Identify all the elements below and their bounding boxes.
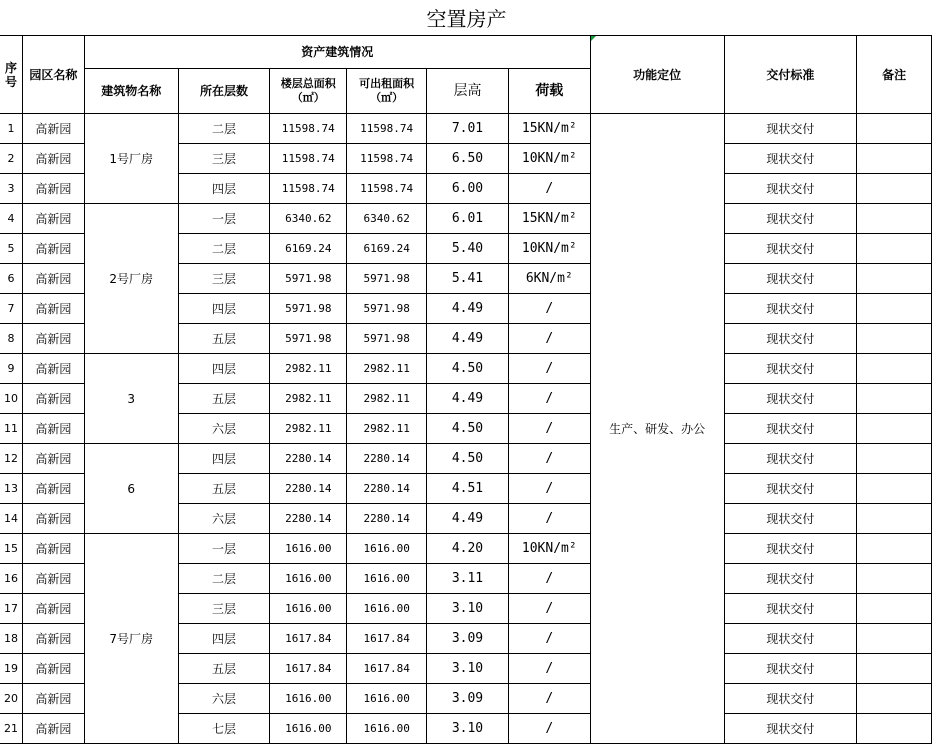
rentable-area-cell: 6169.24 <box>347 234 427 264</box>
load-cell: / <box>508 654 590 684</box>
rentable-area-cell: 11598.74 <box>347 114 427 144</box>
rentable-area-cell: 2280.14 <box>347 474 427 504</box>
total-area-cell: 1616.00 <box>270 714 347 744</box>
park-cell: 高新园 <box>22 444 84 474</box>
total-area-cell: 11598.74 <box>270 114 347 144</box>
remarks-cell <box>857 144 932 174</box>
load-cell: / <box>508 294 590 324</box>
total-area-cell: 5971.98 <box>270 294 347 324</box>
rentable-area-cell: 1617.84 <box>347 624 427 654</box>
height-cell: 3.10 <box>427 714 509 744</box>
seq-cell: 16 <box>0 564 22 594</box>
building-name-cell: 2号厂房 <box>84 204 178 354</box>
park-cell: 高新园 <box>22 294 84 324</box>
load-cell: / <box>508 324 590 354</box>
height-cell: 4.50 <box>427 414 509 444</box>
park-cell: 高新园 <box>22 384 84 414</box>
rentable-area-cell: 2280.14 <box>347 444 427 474</box>
total-area-cell: 2280.14 <box>270 474 347 504</box>
height-cell: 4.50 <box>427 444 509 474</box>
seq-cell: 13 <box>0 474 22 504</box>
building-name-cell: 6 <box>84 444 178 534</box>
delivery-cell: 现状交付 <box>724 624 857 654</box>
table-row <box>0 204 932 234</box>
floor-cell: 三层 <box>178 264 270 294</box>
remarks-cell <box>857 234 932 264</box>
header-height: 层高 <box>427 69 509 114</box>
remarks-cell <box>857 474 932 504</box>
total-area-cell: 1616.00 <box>270 684 347 714</box>
floor-cell: 五层 <box>178 654 270 684</box>
delivery-cell: 现状交付 <box>724 414 857 444</box>
load-cell: 10KN/m² <box>508 234 590 264</box>
seq-cell: 7 <box>0 294 22 324</box>
header-building: 建筑物名称 <box>84 69 178 114</box>
remarks-cell <box>857 624 932 654</box>
header-park: 园区名称 <box>22 36 84 114</box>
park-cell: 高新园 <box>22 234 84 264</box>
height-cell: 3.11 <box>427 564 509 594</box>
floor-cell: 四层 <box>178 294 270 324</box>
remarks-cell <box>857 174 932 204</box>
header-seq: 序号 <box>0 36 22 114</box>
seq-cell: 3 <box>0 174 22 204</box>
height-cell: 6.01 <box>427 204 509 234</box>
building-name-cell: 1号厂房 <box>84 114 178 204</box>
floor-cell: 四层 <box>178 444 270 474</box>
load-cell: 15KN/m² <box>508 114 590 144</box>
floor-cell: 四层 <box>178 354 270 384</box>
height-cell: 6.50 <box>427 144 509 174</box>
total-area-cell: 5971.98 <box>270 264 347 294</box>
delivery-cell: 现状交付 <box>724 234 857 264</box>
park-cell: 高新园 <box>22 264 84 294</box>
header-function: 功能定位 <box>590 36 724 114</box>
park-cell: 高新园 <box>22 534 84 564</box>
total-area-cell: 2280.14 <box>270 444 347 474</box>
header-rentable-area: 可出租面积（㎡） <box>347 69 427 114</box>
load-cell: / <box>508 594 590 624</box>
load-cell: / <box>508 684 590 714</box>
seq-cell: 18 <box>0 624 22 654</box>
rentable-area-cell: 2982.11 <box>347 414 427 444</box>
height-cell: 4.49 <box>427 504 509 534</box>
delivery-cell: 现状交付 <box>724 264 857 294</box>
header-remarks: 备注 <box>857 36 932 114</box>
seq-cell: 8 <box>0 324 22 354</box>
delivery-cell: 现状交付 <box>724 174 857 204</box>
header-asset-group: 资产建筑情况 <box>84 36 590 69</box>
rentable-area-cell: 5971.98 <box>347 294 427 324</box>
remarks-cell <box>857 294 932 324</box>
seq-cell: 12 <box>0 444 22 474</box>
load-cell: / <box>508 624 590 654</box>
park-cell: 高新园 <box>22 594 84 624</box>
header-delivery: 交付标准 <box>724 36 857 114</box>
remarks-cell <box>857 504 932 534</box>
rentable-area-cell: 5971.98 <box>347 264 427 294</box>
remarks-cell <box>857 114 932 144</box>
park-cell: 高新园 <box>22 624 84 654</box>
rentable-area-cell: 11598.74 <box>347 174 427 204</box>
rentable-area-cell: 2280.14 <box>347 504 427 534</box>
seq-cell: 19 <box>0 654 22 684</box>
total-area-cell: 2982.11 <box>270 414 347 444</box>
delivery-cell: 现状交付 <box>724 444 857 474</box>
load-cell: 15KN/m² <box>508 204 590 234</box>
table-row <box>0 354 932 384</box>
floor-cell: 一层 <box>178 534 270 564</box>
floor-cell: 五层 <box>178 384 270 414</box>
remarks-cell <box>857 444 932 474</box>
remarks-cell <box>857 414 932 444</box>
rentable-area-cell: 5971.98 <box>347 324 427 354</box>
remarks-cell <box>857 324 932 354</box>
remarks-cell <box>857 264 932 294</box>
total-area-cell: 11598.74 <box>270 144 347 174</box>
height-cell: 5.41 <box>427 264 509 294</box>
height-cell: 3.10 <box>427 594 509 624</box>
total-area-cell: 1616.00 <box>270 564 347 594</box>
seq-cell: 21 <box>0 714 22 744</box>
delivery-cell: 现状交付 <box>724 654 857 684</box>
remarks-cell <box>857 594 932 624</box>
floor-cell: 一层 <box>178 204 270 234</box>
floor-cell: 五层 <box>178 324 270 354</box>
total-area-cell: 2982.11 <box>270 354 347 384</box>
delivery-cell: 现状交付 <box>724 204 857 234</box>
remarks-cell <box>857 204 932 234</box>
park-cell: 高新园 <box>22 564 84 594</box>
seq-cell: 6 <box>0 264 22 294</box>
total-area-cell: 1616.00 <box>270 594 347 624</box>
sheet-title: 空置房产 <box>426 7 507 31</box>
floor-cell: 五层 <box>178 474 270 504</box>
delivery-cell: 现状交付 <box>724 474 857 504</box>
height-cell: 4.20 <box>427 534 509 564</box>
height-cell: 7.01 <box>427 114 509 144</box>
load-cell: 6KN/m² <box>508 264 590 294</box>
seq-cell: 4 <box>0 204 22 234</box>
remarks-cell <box>857 354 932 384</box>
vacant-property-table <box>0 35 932 744</box>
height-cell: 5.40 <box>427 234 509 264</box>
seq-cell: 2 <box>0 144 22 174</box>
seq-cell: 20 <box>0 684 22 714</box>
height-cell: 4.49 <box>427 294 509 324</box>
load-cell: / <box>508 354 590 384</box>
load-cell: / <box>508 414 590 444</box>
rentable-area-cell: 6340.62 <box>347 204 427 234</box>
height-cell: 3.09 <box>427 624 509 654</box>
remarks-cell <box>857 384 932 414</box>
delivery-cell: 现状交付 <box>724 534 857 564</box>
total-area-cell: 2280.14 <box>270 504 347 534</box>
rentable-area-cell: 1616.00 <box>347 594 427 624</box>
floor-cell: 六层 <box>178 414 270 444</box>
total-area-cell: 11598.74 <box>270 174 347 204</box>
rentable-area-cell: 2982.11 <box>347 384 427 414</box>
delivery-cell: 现状交付 <box>724 504 857 534</box>
floor-cell: 六层 <box>178 504 270 534</box>
rentable-area-cell: 1617.84 <box>347 654 427 684</box>
delivery-cell: 现状交付 <box>724 384 857 414</box>
height-cell: 3.10 <box>427 654 509 684</box>
rentable-area-cell: 1616.00 <box>347 564 427 594</box>
park-cell: 高新园 <box>22 354 84 384</box>
park-cell: 高新园 <box>22 414 84 444</box>
load-cell: / <box>508 564 590 594</box>
rentable-area-cell: 1616.00 <box>347 684 427 714</box>
floor-cell: 二层 <box>178 564 270 594</box>
seq-cell: 11 <box>0 414 22 444</box>
load-cell: / <box>508 444 590 474</box>
seq-cell: 1 <box>0 114 22 144</box>
load-cell: / <box>508 174 590 204</box>
height-cell: 4.49 <box>427 384 509 414</box>
total-area-cell: 6340.62 <box>270 204 347 234</box>
delivery-cell: 现状交付 <box>724 144 857 174</box>
load-cell: 10KN/m² <box>508 534 590 564</box>
floor-cell: 二层 <box>178 234 270 264</box>
remarks-cell <box>857 564 932 594</box>
total-area-cell: 6169.24 <box>270 234 347 264</box>
table-row <box>0 114 932 144</box>
rentable-area-cell: 11598.74 <box>347 144 427 174</box>
rentable-area-cell: 1616.00 <box>347 714 427 744</box>
load-cell: / <box>508 714 590 744</box>
load-cell: / <box>508 384 590 414</box>
total-area-cell: 5971.98 <box>270 324 347 354</box>
rentable-area-cell: 1616.00 <box>347 534 427 564</box>
height-cell: 3.09 <box>427 684 509 714</box>
height-cell: 4.50 <box>427 354 509 384</box>
total-area-cell: 1617.84 <box>270 654 347 684</box>
remarks-cell <box>857 534 932 564</box>
table-row <box>0 444 932 474</box>
building-name-cell: 7号厂房 <box>84 534 178 744</box>
park-cell: 高新园 <box>22 474 84 504</box>
delivery-cell: 现状交付 <box>724 294 857 324</box>
seq-cell: 14 <box>0 504 22 534</box>
table-row <box>0 534 932 564</box>
park-cell: 高新园 <box>22 684 84 714</box>
seq-cell: 15 <box>0 534 22 564</box>
park-cell: 高新园 <box>22 114 84 144</box>
rentable-area-cell: 2982.11 <box>347 354 427 384</box>
delivery-cell: 现状交付 <box>724 594 857 624</box>
height-cell: 6.00 <box>427 174 509 204</box>
load-cell: / <box>508 474 590 504</box>
remarks-cell <box>857 684 932 714</box>
remarks-cell <box>857 714 932 744</box>
delivery-cell: 现状交付 <box>724 324 857 354</box>
delivery-cell: 现状交付 <box>724 684 857 714</box>
floor-cell: 七层 <box>178 714 270 744</box>
park-cell: 高新园 <box>22 204 84 234</box>
floor-cell: 四层 <box>178 624 270 654</box>
park-cell: 高新园 <box>22 714 84 744</box>
park-cell: 高新园 <box>22 144 84 174</box>
header-load: 荷载 <box>508 69 590 114</box>
park-cell: 高新园 <box>22 174 84 204</box>
floor-cell: 四层 <box>178 174 270 204</box>
floor-cell: 六层 <box>178 684 270 714</box>
total-area-cell: 1617.84 <box>270 624 347 654</box>
park-cell: 高新园 <box>22 504 84 534</box>
delivery-cell: 现状交付 <box>724 354 857 384</box>
building-name-cell: 3 <box>84 354 178 444</box>
remarks-cell <box>857 654 932 684</box>
total-area-cell: 2982.11 <box>270 384 347 414</box>
seq-cell: 5 <box>0 234 22 264</box>
header-total-area: 楼层总面积（㎡） <box>270 69 347 114</box>
total-area-cell: 1616.00 <box>270 534 347 564</box>
floor-cell: 二层 <box>178 114 270 144</box>
height-cell: 4.51 <box>427 474 509 504</box>
header-floor: 所在层数 <box>178 69 270 114</box>
seq-cell: 17 <box>0 594 22 624</box>
park-cell: 高新园 <box>22 654 84 684</box>
load-cell: / <box>508 504 590 534</box>
floor-cell: 三层 <box>178 144 270 174</box>
seq-cell: 10 <box>0 384 22 414</box>
delivery-cell: 现状交付 <box>724 714 857 744</box>
height-cell: 4.49 <box>427 324 509 354</box>
load-cell: 10KN/m² <box>508 144 590 174</box>
floor-cell: 三层 <box>178 594 270 624</box>
function-cell: 生产、研发、办公 <box>590 114 724 744</box>
seq-cell: 9 <box>0 354 22 384</box>
delivery-cell: 现状交付 <box>724 114 857 144</box>
park-cell: 高新园 <box>22 324 84 354</box>
delivery-cell: 现状交付 <box>724 564 857 594</box>
